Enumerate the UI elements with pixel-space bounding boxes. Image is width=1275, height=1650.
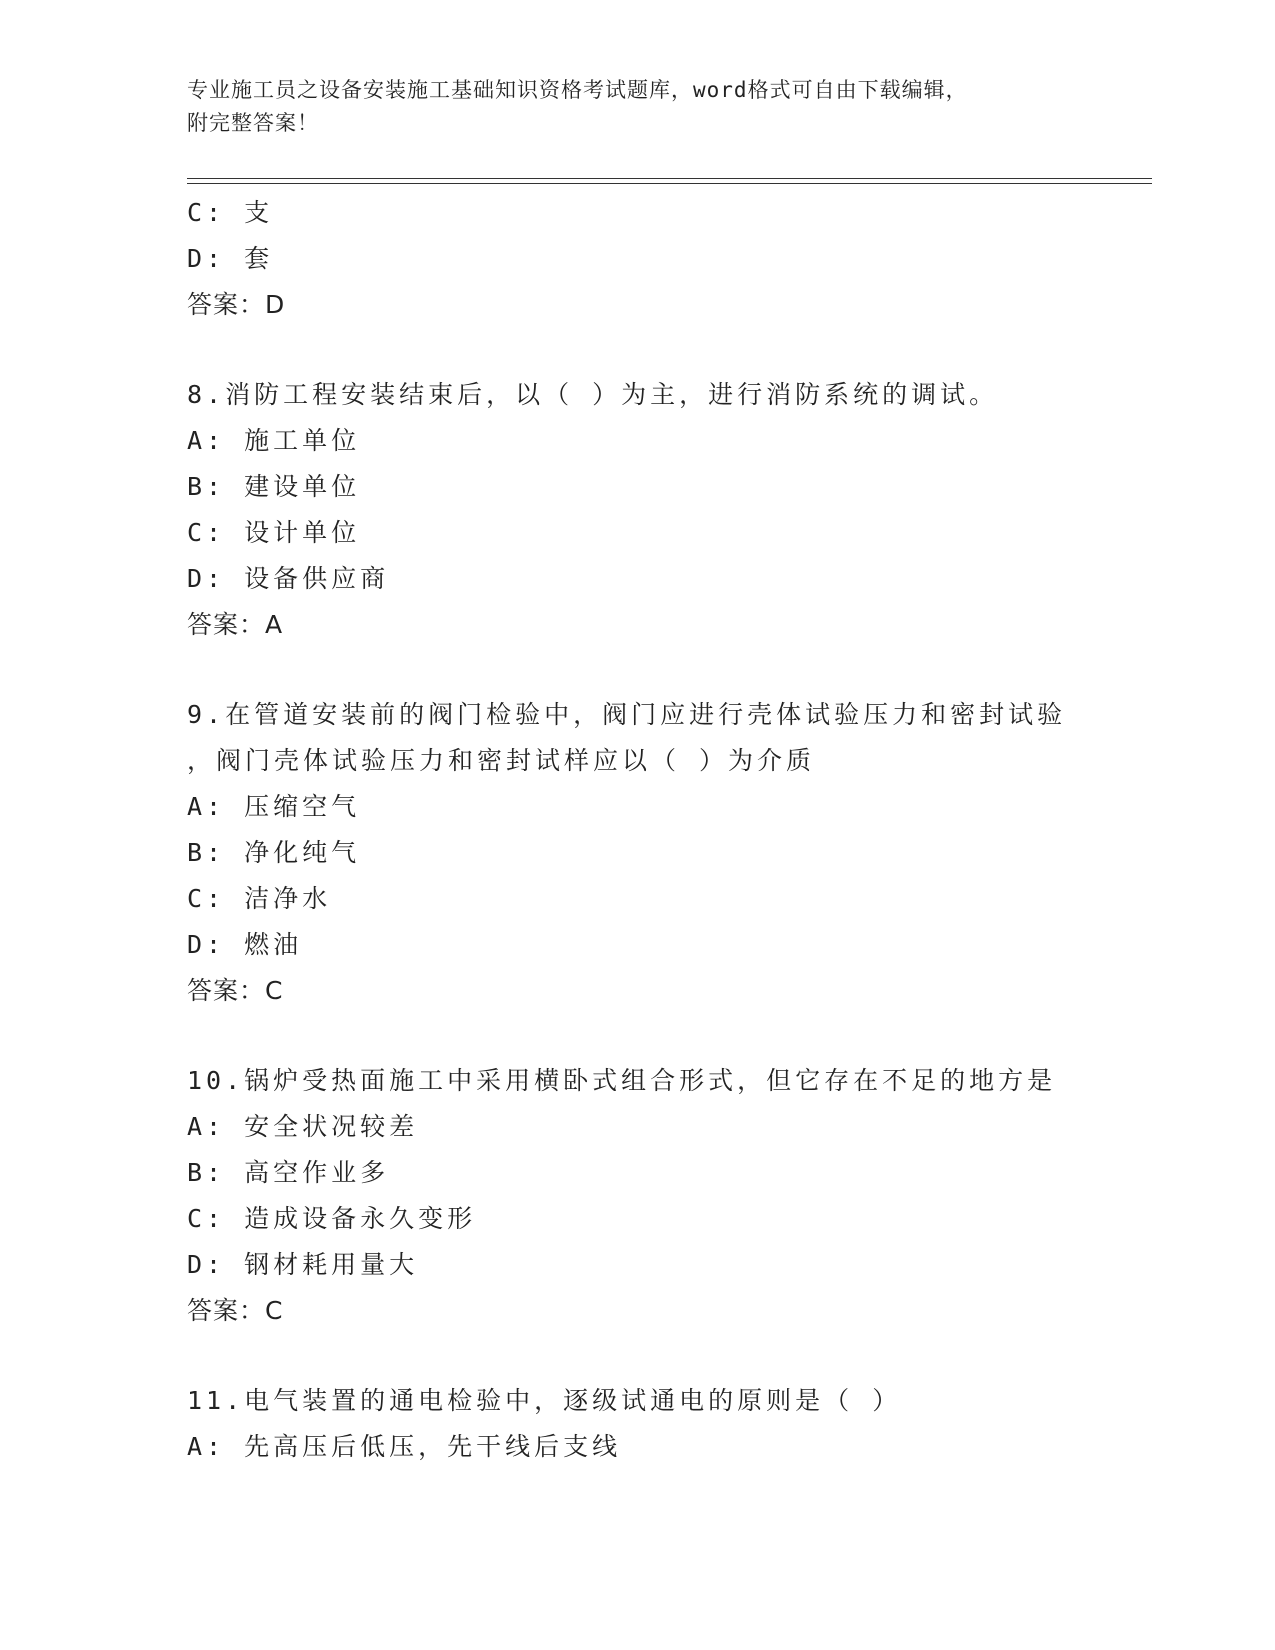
header-line-1: 专业施工员之设备安装施工基础知识资格考试题库，word格式可自由下载编辑， (187, 78, 968, 102)
option-b: B: 净化纯气 (187, 838, 361, 867)
option-b: B: 高空作业多 (187, 1158, 390, 1187)
question-text-continued: ，阀门壳体试验压力和密封试样应以（ ）为介质 (187, 746, 816, 775)
answer-line: 答案：C (187, 1296, 284, 1325)
question-text: 10.锅炉受热面施工中采用横卧式组合形式，但它存在不足的地方是 (187, 1066, 1057, 1095)
question-text: 8.消防工程安装结束后，以（ ）为主，进行消防系统的调试。 (187, 380, 999, 409)
question-text: 11.电气装置的通电检验中，逐级试通电的原则是（ ） (187, 1386, 902, 1415)
question-10 (187, 1058, 1087, 1334)
option-a: A: 压缩空气 (187, 792, 361, 821)
header-line-2: 附完整答案！ (187, 111, 319, 135)
question-9 (187, 692, 1087, 1014)
question-8 (187, 372, 1087, 648)
option-c: C: 造成设备永久变形 (187, 1204, 477, 1233)
answer-line: 答案：D (187, 290, 286, 319)
option-d: D: 设备供应商 (187, 564, 390, 593)
question-text: 9.在管道安装前的阀门检验中，阀门应进行壳体试验压力和密封试验 (187, 700, 1067, 729)
question-7-continued (187, 190, 1087, 328)
option-c: C: 洁净水 (187, 884, 332, 913)
option-a: A: 安全状况较差 (187, 1112, 419, 1141)
option-c: C: 支 (187, 198, 274, 227)
option-a: A: 施工单位 (187, 426, 361, 455)
option-d: D: 燃油 (187, 930, 303, 959)
answer-line: 答案：A (187, 610, 284, 639)
option-d: D: 钢材耗用量大 (187, 1250, 419, 1279)
question-11 (187, 1378, 1087, 1470)
option-d: D: 套 (187, 244, 274, 273)
header-divider-top (187, 178, 1152, 179)
option-a: A: 先高压后低压，先干线后支线 (187, 1432, 622, 1461)
document-header (187, 74, 1067, 140)
question-list (187, 190, 1087, 1470)
option-c: C: 设计单位 (187, 518, 361, 547)
header-divider-bottom (187, 183, 1152, 184)
answer-line: 答案：C (187, 976, 284, 1005)
option-b: B: 建设单位 (187, 472, 361, 501)
